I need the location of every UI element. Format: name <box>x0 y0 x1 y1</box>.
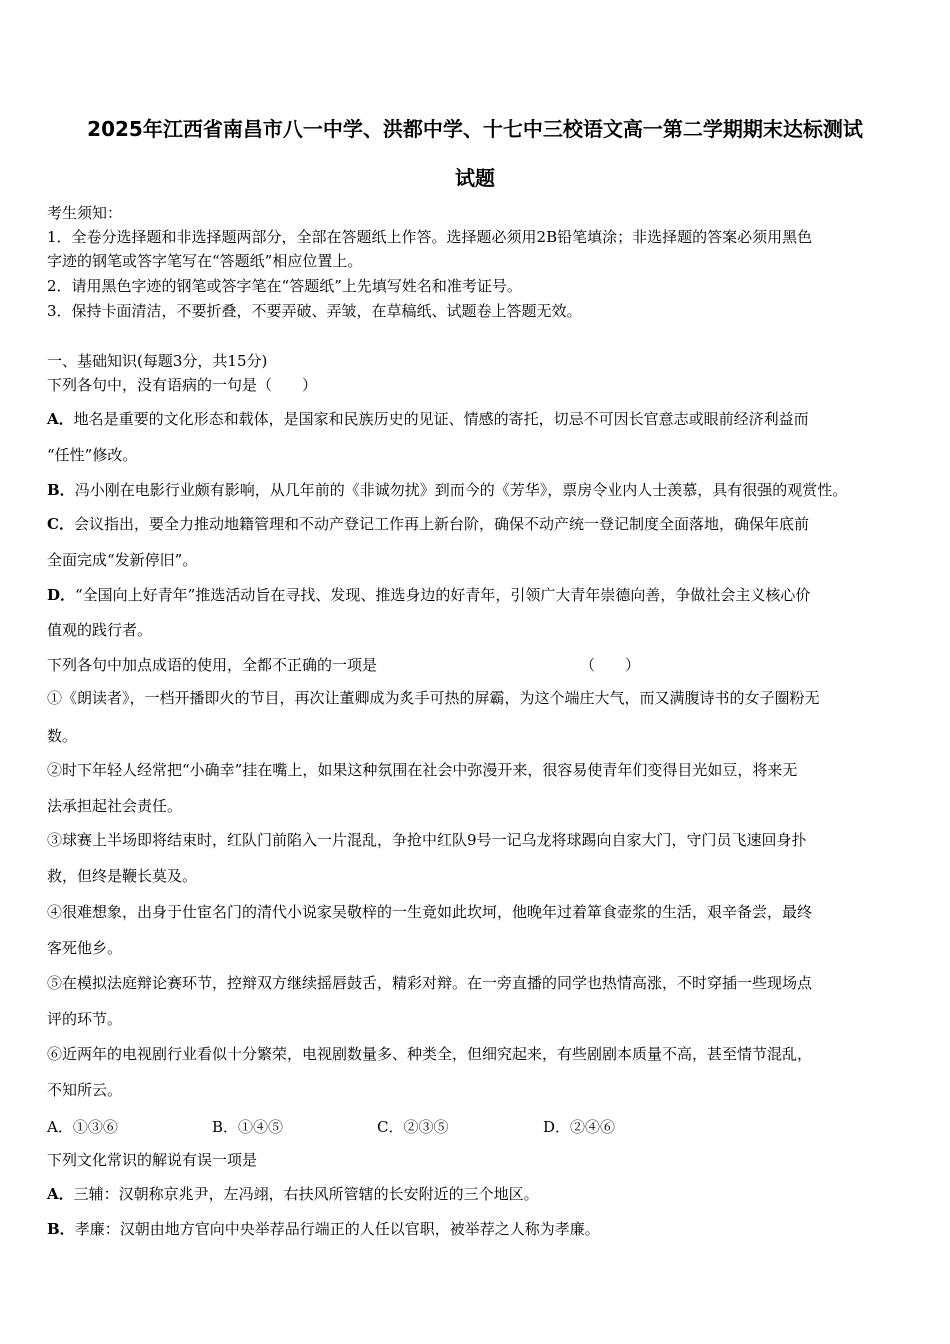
exam-title-line1: 2025年江西省南昌市八一中学、洪都中学、十七中三校语文高一第二学期期末达标测试 <box>87 117 863 141</box>
exam-title-line2: 试题 <box>455 166 495 190</box>
q3-a-text: 三辅：汉朝称京兆尹，左冯翊，右扶风所管辖的长安附近的三个地区。 <box>73 1185 539 1203</box>
q2-sentence-6-cont: 不知所云。 <box>47 1081 123 1099</box>
q1-c-text: 会议指出，要全力推动地籍管理和不动产登记工作再上新台阶，确保不动产统一登记制度全面落地，确保年底前 <box>73 515 809 533</box>
notice-item-3: 3．保持卡面清洁，不要折叠，不要弄破、弄皱，在草稿纸、试题卷上答题无效。 <box>47 302 582 320</box>
q2-sentence-5: ⑤在模拟法庭辩论赛环节，控辩双方继续摇唇鼓舌，精彩对辩。在一旁直播的同学也热情高涨，不时穿插一些现场点 <box>47 974 813 992</box>
notice-item-1: 1．全卷分选择题和非选择题两部分，全部在答题纸上作答。选择题必须用2B铅笔填涂；非选择题的答案必须用黑色 <box>47 228 813 246</box>
q2-sentence-5-cont: 评的环节。 <box>47 1010 123 1028</box>
q3-option-b <box>47 1219 600 1239</box>
q1-d-text: “全国向上好青年”推选活动旨在寻找、发现、推选身边的好青年，引领广大青年崇德向善，争做社会主义核心价 <box>75 586 811 604</box>
notice-item-1-cont: 字迹的钢笔或答字笔写在“答题纸”相应位置上。 <box>47 252 363 270</box>
q1-option-c <box>47 514 809 534</box>
q2-answer-paren: （ ） <box>580 656 641 674</box>
q2-sentence-1: ①《朗读者》，一档开播即火的节目，再次让董卿成为炙手可热的屏霸，为这个端庄大气，而又满腹诗书的女子圈粉无 <box>47 689 820 707</box>
q2-sentence-3: ③球赛上半场即将结束时，红队门前陷入一片混乱，争抢中红队9号一记乌龙将球踢向自家大门，守门员飞速回身扑 <box>47 831 807 849</box>
q1-a-label: A． <box>47 410 74 428</box>
q1-option-d <box>47 585 810 605</box>
q3-b-label: B． <box>47 1220 75 1238</box>
q3-option-a <box>47 1184 539 1204</box>
q2-sentence-2-cont: 法承担起社会责任。 <box>47 797 183 815</box>
q1-stem: 下列各句中，没有语病的一句是（ ） <box>47 376 318 394</box>
q1-option-a-cont: “任性”修改。 <box>47 446 138 464</box>
q1-a-text: 地名是重要的文化形态和载体，是国家和民族历史的见证、情感的寄托，切忌不可因长官意志或眼前经济利益而 <box>73 410 809 428</box>
q2-option-c: C．②③⑤ <box>377 1118 449 1136</box>
q2-sentence-4-cont: 客死他乡。 <box>47 939 123 957</box>
q2-option-a: A．①③⑥ <box>47 1118 118 1136</box>
q2-sentence-6: ⑥近两年的电视剧行业看似十分繁荣，电视剧数量多、种类全，但细究起来，有些剧剧本质量不高，甚至情节混乱， <box>47 1045 813 1063</box>
q3-stem: 下列文化常识的解说有误一项是 <box>47 1151 258 1169</box>
notice-item-2: 2．请用黑色字迹的钢笔或答字笔在“答题纸”上先填写姓名和准考证号。 <box>47 277 522 295</box>
q2-options <box>47 1116 747 1138</box>
q1-b-text: 冯小刚在电影行业颇有影响，从几年前的《非诚勿扰》到而今的《芳华》，票房令业内人士羡慕，具有很强的观赏性。 <box>74 481 848 499</box>
section-heading: 一、基础知识(每题3分，共15分) <box>47 352 268 370</box>
q1-d-label: D． <box>47 586 76 604</box>
q1-c-label: C． <box>47 515 74 533</box>
q3-b-text: 孝廉：汉朝由地方官向中央举荐品行端正的人任以官职，被举荐之人称为孝廉。 <box>74 1220 600 1238</box>
q2-sentence-2: ②时下年轻人经常把“小确幸”挂在嘴上，如果这种氛围在社会中弥漫开来，很容易使青年们变得目光如豆，将来无 <box>47 761 798 779</box>
q2-sentence-3-cont: 救，但终是鞭长莫及。 <box>47 867 198 885</box>
q1-option-c-cont: 全面完成“发新停旧”。 <box>47 551 198 569</box>
q2-option-d: D．②④⑥ <box>543 1118 616 1136</box>
q3-a-label: A． <box>47 1185 74 1203</box>
q1-option-a <box>47 409 809 429</box>
q2-sentence-4: ④很难想象，出身于仕宦名门的清代小说家吴敬梓的一生竟如此坎坷，他晚年过着箪食壶浆的生活，艰辛备尝，最终 <box>47 903 813 921</box>
q2-sentence-1-cont: 数。 <box>47 727 78 745</box>
q2-option-b: B．①④⑤ <box>212 1118 284 1136</box>
notice-heading: 考生须知： <box>47 204 123 222</box>
q2-stem: 下列各句中加点成语的使用，全都不正确的一项是 <box>47 656 378 674</box>
q1-b-label: B． <box>47 481 75 499</box>
q1-option-d-cont: 值观的践行者。 <box>47 621 153 639</box>
q1-option-b <box>47 480 847 500</box>
